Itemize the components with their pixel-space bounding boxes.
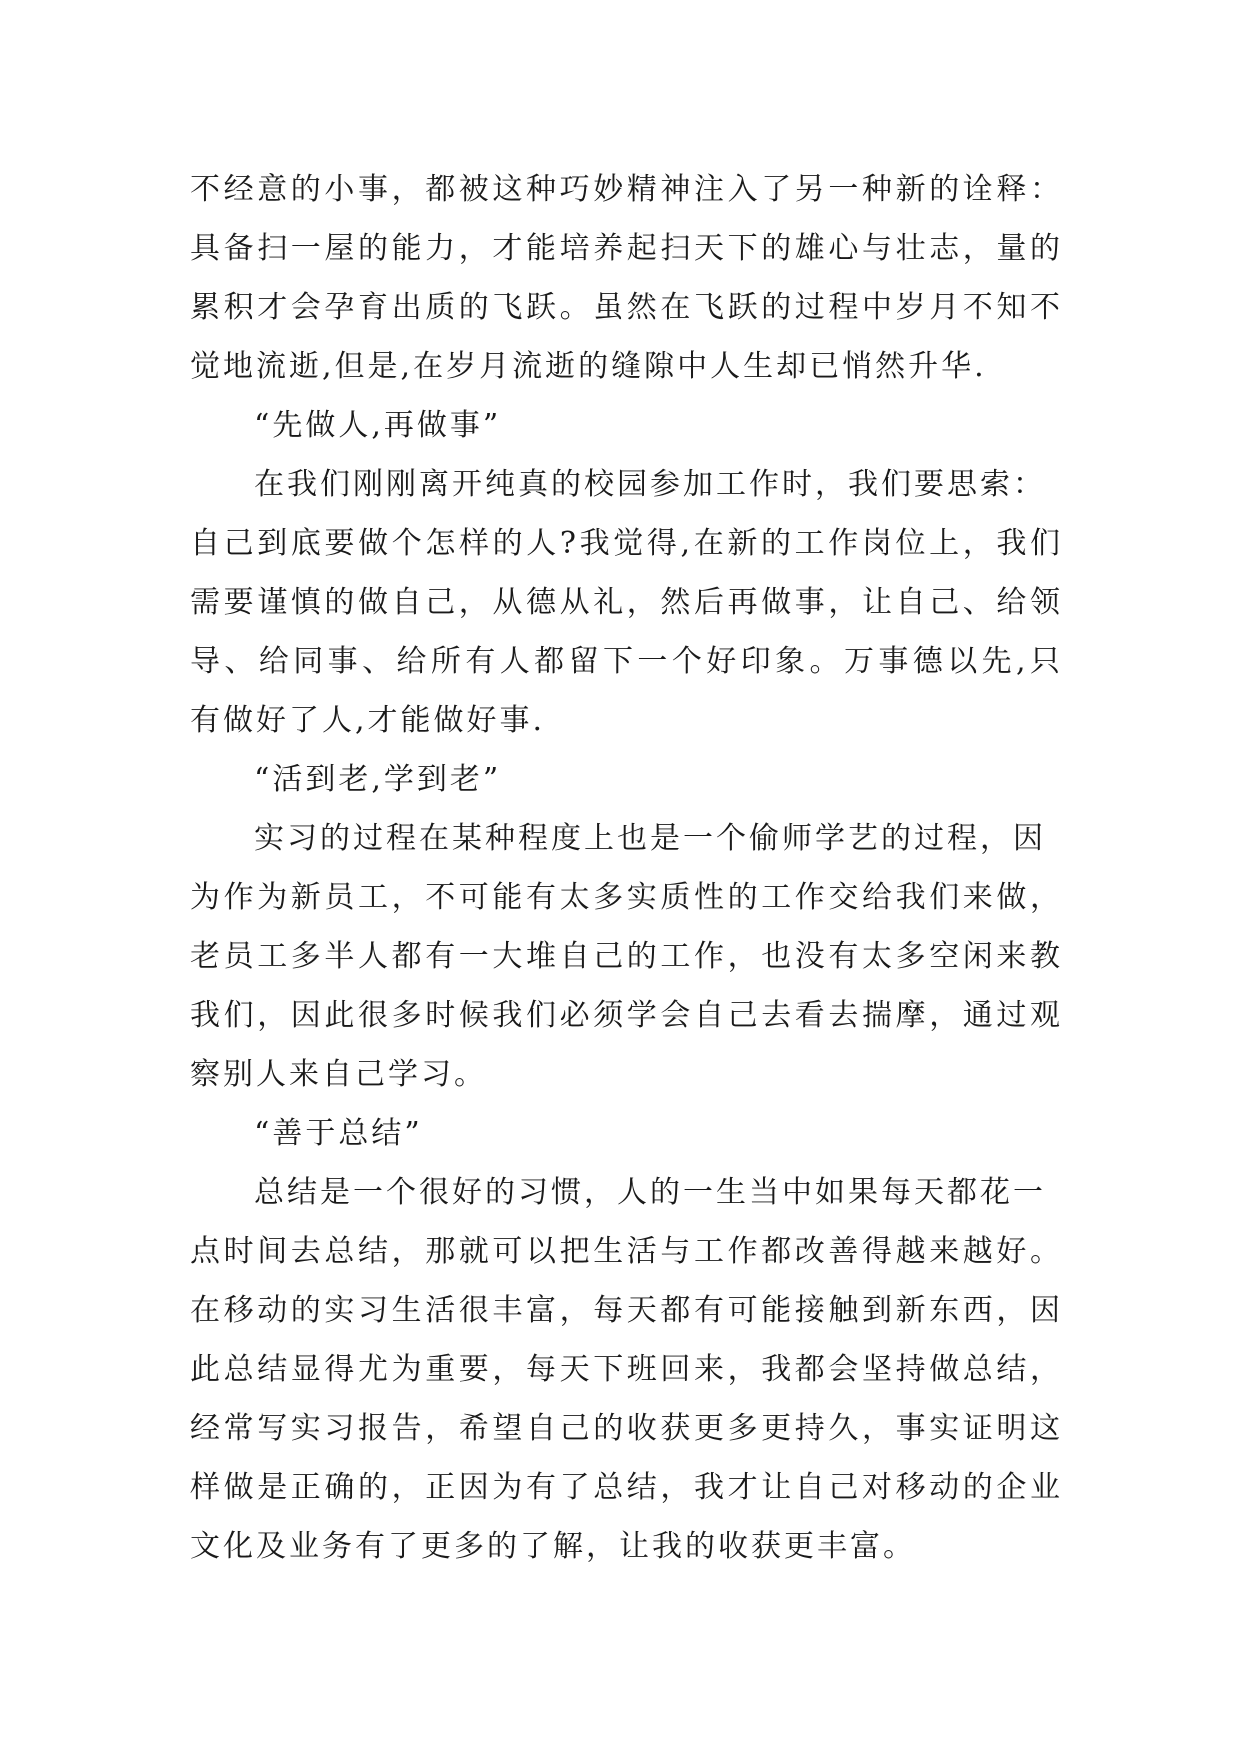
text-line: 在移动的实习生活很丰富，每天都有可能接触到新东西，因 (190, 1293, 1060, 1328)
text-line: 实习的过程在某种程度上也是一个偷师学艺的过程，因 (254, 821, 1046, 856)
text-line: 老员工多半人都有一大堆自己的工作，也没有太多空闲来教 (190, 939, 1060, 974)
text-line: 总结是一个很好的习惯，人的一生当中如果每天都花一 (254, 1175, 1046, 1210)
text-line: 累积才会孕育出质的飞跃。虽然在飞跃的过程中岁月不知不 (190, 290, 1060, 325)
text-line: 不经意的小事，都被这种巧妙精神注入了另一种新的诠释： (190, 172, 1060, 207)
text-line: 察别人来自己学习。 (190, 1057, 487, 1092)
text-line: 点时间去总结，那就可以把生活与工作都改善得越来越好。 (190, 1234, 1060, 1269)
section-heading: “善于总结” (254, 1116, 423, 1151)
text-line: 导、给同事、给所有人都留下一个好印象。万事德以先,只 (190, 644, 1060, 679)
text-line: 自己到底要做个怎样的人?我觉得,在新的工作岗位上，我们 (190, 526, 1060, 561)
text-line: 样做是正确的，正因为有了总结，我才让自己对移动的企业 (190, 1470, 1060, 1505)
document-body (190, 160, 1060, 1576)
section-heading: “先做人,再做事” (254, 408, 502, 443)
text-line: 需要谨慎的做自己，从德从礼，然后再做事，让自己、给领 (190, 585, 1060, 620)
text-line: 具备扫一屋的能力，才能培养起扫天下的雄心与壮志，量的 (190, 231, 1060, 266)
section-heading: “活到老,学到老” (254, 762, 502, 797)
text-line: 在我们刚刚离开纯真的校园参加工作时，我们要思索： (254, 467, 1046, 502)
text-line: 此总结显得尤为重要，每天下班回来，我都会坚持做总结， (190, 1352, 1060, 1387)
text-line: 为作为新员工，不可能有太多实质性的工作交给我们来做， (190, 880, 1060, 915)
text-line: 有做好了人,才能做好事. (190, 703, 546, 738)
text-line: 文化及业务有了更多的了解，让我的收获更丰富。 (190, 1529, 916, 1564)
text-line: 经常写实习报告，希望自己的收获更多更持久，事实证明这 (190, 1411, 1060, 1446)
text-line: 觉地流逝,但是,在岁月流逝的缝隙中人生却已悄然升华. (190, 349, 987, 384)
text-line: 我们，因此很多时候我们必须学会自己去看去揣摩，通过观 (190, 998, 1060, 1033)
